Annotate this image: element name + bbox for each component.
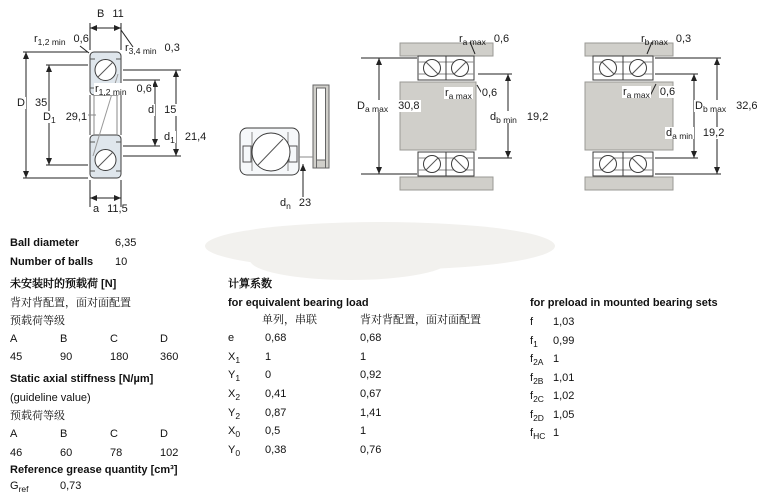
stiffness-header-row — [10, 428, 210, 441]
calc-col1-header: 单列，串联 — [262, 314, 317, 326]
calc-row-x0: $X_0$ 0,5 1 — [228, 425, 367, 440]
preload-mounted-title: for preload in mounted bearing sets — [530, 297, 718, 309]
stiffness-value-row — [10, 447, 210, 460]
dim-label-ra-max-right: $r_{a max}$ 0,6 — [623, 86, 676, 101]
calc-col2-header: 背对背配置，面对面配置 — [360, 314, 481, 326]
dim-label-db-min: $d_{b min}$ 19,2 — [490, 111, 549, 126]
grease-value: 0,73 — [60, 480, 82, 492]
calc-row-y1: $Y_1$ 0 0,92 — [228, 369, 382, 384]
stiffness-class-label: 预载荷等级 — [10, 410, 65, 422]
dim-label-a: a 11,5 — [93, 203, 128, 215]
preload-row-f2a: $f_{2A}$ 1 — [530, 353, 560, 368]
calc-factors-title: 计算系数 — [228, 278, 272, 290]
dim-label-r12-top: $r_{1,2 min}$ 0,6 — [34, 33, 89, 48]
cell: 45 — [10, 351, 23, 363]
number-of-balls-row — [10, 256, 127, 269]
col-header: D — [160, 333, 168, 345]
dim-label-dn: $d_n$ 23 — [280, 197, 312, 212]
calc-row-y0: $Y_0$ 0,38 0,76 — [228, 444, 382, 459]
preload-unmounted-subtitle: 背对背配置，面对面配置 — [10, 297, 131, 309]
dim-label-da-min: $d_{a min}$ 19,2 — [666, 127, 725, 142]
front-view-drawing — [240, 85, 329, 197]
cell: 46 — [10, 447, 23, 459]
dim-label-D1: $D_1$ 29,1 — [43, 111, 88, 126]
calc-row-e: e 0,68 0,68 — [228, 332, 382, 344]
dim-label-D: D 35 — [17, 97, 48, 109]
calc-row-x2: $X_2$ 0,41 0,67 — [228, 388, 382, 403]
cell: 360 — [160, 351, 179, 363]
watermark — [250, 240, 450, 280]
calc-factors-subtitle: for equivalent bearing load — [228, 297, 369, 309]
cell: 180 — [110, 351, 129, 363]
col-header: A — [10, 333, 18, 345]
number-of-balls-value: 10 — [115, 256, 128, 268]
calc-row-x1: $X_1$ 1 1 — [228, 351, 367, 366]
col-header: B — [60, 428, 68, 440]
cell: 102 — [160, 447, 179, 459]
grease-row — [10, 480, 81, 496]
mounted-set-drawing-right — [585, 42, 721, 190]
preload-row-f1: $f_1$ 0,99 — [530, 335, 575, 350]
dim-label-Db-max: $D_{b max}$ 32,6 — [695, 100, 758, 115]
col-header: C — [110, 333, 118, 345]
preload-row-f: f 1,03 — [530, 316, 575, 328]
dim-label-r34: $r_{3,4 min}$ 0,3 — [125, 42, 180, 57]
dim-label-d: d 15 — [148, 104, 177, 116]
dim-label-ra-max-mid: $r_{a max}$ 0,6 — [445, 87, 498, 102]
ball-diameter-label: Ball diameter — [10, 237, 80, 249]
ball-diameter-value: 6,35 — [115, 237, 137, 249]
ball-diameter-row — [10, 237, 136, 250]
preload-class-label: 预载荷等级 — [10, 315, 65, 327]
preload-row-fhc: $f_{HC}$ 1 — [530, 427, 560, 442]
preload-row-f2b: $f_{2B}$ 1,01 — [530, 372, 575, 387]
preload-row-f2d: $f_{2D}$ 1,05 — [530, 409, 575, 424]
stiffness-subtitle: (guideline value) — [10, 392, 91, 404]
dim-label-r12-inner: $r_{1,2 min}$ 0,6 — [95, 83, 152, 98]
col-header: C — [110, 428, 118, 440]
preload-unmounted-value-row — [10, 351, 210, 364]
col-header: D — [160, 428, 168, 440]
col-header: A — [10, 428, 18, 440]
calc-row-y2: $Y_2$ 0,87 1,41 — [228, 407, 382, 422]
preload-unmounted-header-row — [10, 333, 210, 346]
stiffness-title: Static axial stiffness [N/µm] — [10, 373, 154, 385]
preload-row-f2c: $f_{2C}$ 1,02 — [530, 390, 575, 405]
cell: 90 — [60, 351, 73, 363]
dim-label-Da-max: $D_{a max}$ 30,8 — [357, 100, 420, 115]
preload-unmounted-title: 未安装时的预载荷 [N] — [10, 278, 117, 290]
grease-symbol: $G_{ref}$ — [10, 480, 29, 495]
col-header: B — [60, 333, 68, 345]
dim-label-rb-max-top: $r_{b max}$ 0,3 — [641, 33, 692, 48]
cell: 60 — [60, 447, 73, 459]
dim-label-ra-max-top: $r_{a max}$ 0,6 — [459, 33, 510, 48]
grease-title: Reference grease quantity [cm³] — [10, 464, 178, 476]
dim-label-B: B 11 — [97, 8, 124, 20]
number-of-balls-label: Number of balls — [10, 256, 94, 268]
cell: 78 — [110, 447, 123, 459]
dim-label-d1: $d_1$ 21,4 — [164, 131, 207, 146]
